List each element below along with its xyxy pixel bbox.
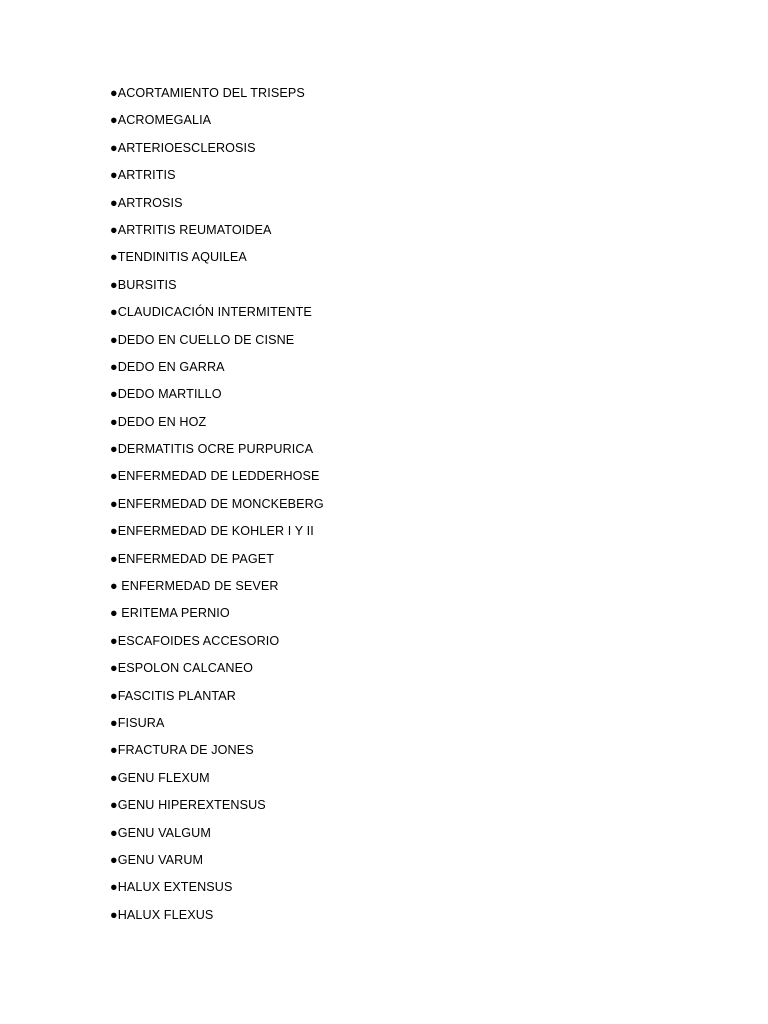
list-item: ●ESPOLON CALCANEO bbox=[110, 661, 253, 676]
list-item: ●ACORTAMIENTO DEL TRISEPS bbox=[110, 86, 305, 100]
list-item: ●DEDO EN HOZ bbox=[110, 414, 207, 429]
condition-list bbox=[110, 84, 324, 933]
list-item: ●ENFERMEDAD DE LEDDERHOSE bbox=[110, 469, 320, 484]
list-item: ●ACROMEGALIA bbox=[110, 113, 212, 128]
list-item: ●FRACTURA DE JONES bbox=[110, 743, 254, 758]
list-item: ●ENFERMEDAD DE KOHLER I Y II bbox=[110, 524, 314, 539]
list-item: ●DERMATITIS OCRE PURPURICA bbox=[110, 442, 314, 457]
list-item: ●GENU FLEXUM bbox=[110, 770, 210, 785]
list-item: ●ARTRITIS bbox=[110, 168, 176, 183]
list-item: ●ENFERMEDAD DE PAGET bbox=[110, 551, 275, 566]
list-item: ●HALUX FLEXUS bbox=[110, 907, 214, 922]
list-item: ●FISURA bbox=[110, 715, 165, 730]
list-item: ●TENDINITIS AQUILEA bbox=[110, 250, 247, 265]
list-item: ●ENFERMEDAD DE MONCKEBERG bbox=[110, 496, 324, 511]
list-item: ●DEDO EN CUELLO DE CISNE bbox=[110, 332, 295, 347]
list-item: ●DEDO EN GARRA bbox=[110, 359, 225, 374]
list-item: ●ARTROSIS bbox=[110, 195, 183, 210]
list-item: ●CLAUDICACIÓN INTERMITENTE bbox=[110, 305, 312, 320]
list-item: ●DEDO MARTILLO bbox=[110, 387, 222, 402]
list-item: ●GENU VARUM bbox=[110, 852, 204, 867]
list-item: ●FASCITIS PLANTAR bbox=[110, 688, 236, 703]
list-item: ● ENFERMEDAD DE SEVER bbox=[110, 579, 279, 594]
list-item: ●BURSITIS bbox=[110, 277, 177, 292]
list-item: ●ESCAFOIDES ACCESORIO bbox=[110, 633, 280, 648]
list-item: ●GENU HIPEREXTENSUS bbox=[110, 798, 266, 813]
list-item: ●GENU VALGUM bbox=[110, 825, 211, 840]
list-item: ●ARTRITIS REUMATOIDEA bbox=[110, 222, 272, 237]
list-item: ●HALUX EXTENSUS bbox=[110, 880, 233, 895]
list-item: ●ARTERIOESCLEROSIS bbox=[110, 140, 256, 155]
list-item: ● ERITEMA PERNIO bbox=[110, 606, 230, 621]
